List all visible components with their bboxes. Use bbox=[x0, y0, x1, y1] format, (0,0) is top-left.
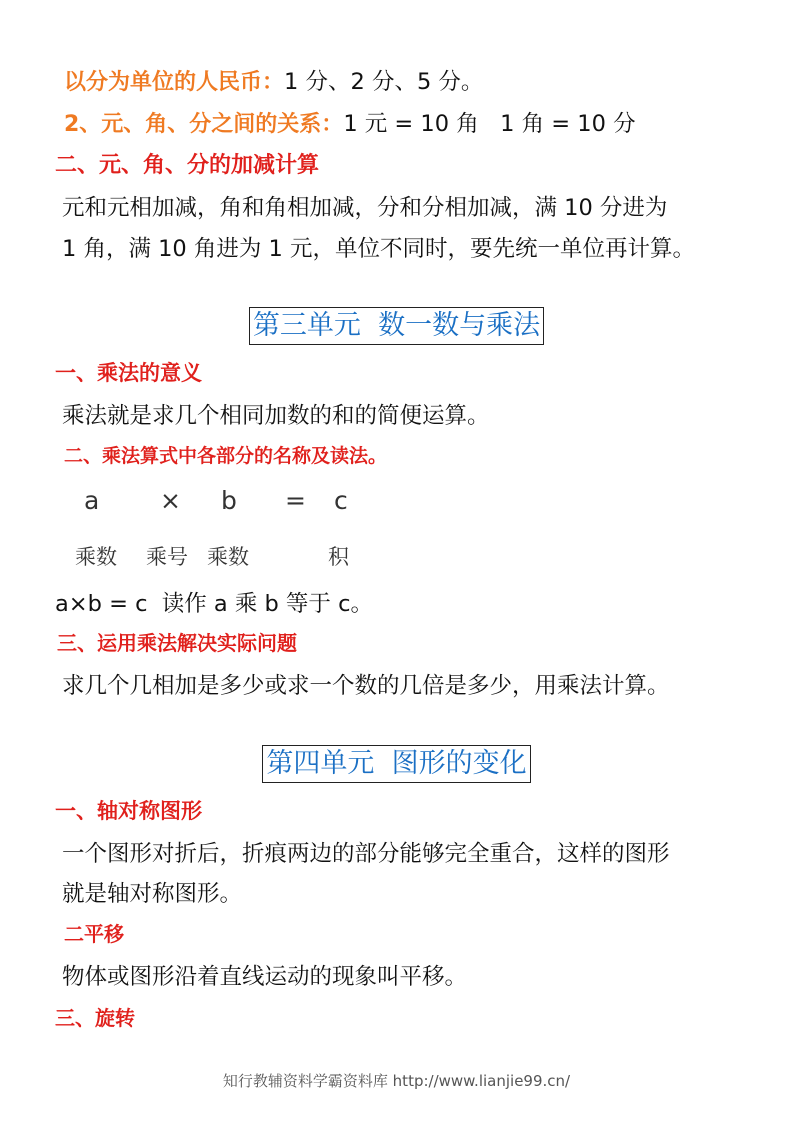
formula-times: × bbox=[160, 486, 181, 515]
meaning-heading: 一、乘法的意义 bbox=[55, 361, 202, 385]
meaning-text: 乘法就是求几个相同加数的和的简便运算。 bbox=[62, 403, 490, 429]
name-factor1: 乘数 bbox=[75, 545, 117, 569]
add-sub-line2: 1 角，满 10 角进为 1 元，单位不同时，要先统一单位再计算。 bbox=[62, 236, 696, 262]
add-sub-heading: 二、元、角、分的加减计算 bbox=[55, 153, 320, 178]
relation-label: 2、元、角、分之间的关系： bbox=[64, 112, 344, 137]
axis-line1: 一个图形对折后，折痕两边的部分能够完全重合，这样的图形 bbox=[62, 841, 670, 867]
name-sign: 乘号 bbox=[146, 545, 188, 569]
formula-b: b bbox=[221, 486, 237, 515]
relation-value: 1 元 = 10 角 1 角 = 10 分 bbox=[343, 111, 636, 137]
name-factor2: 乘数 bbox=[207, 545, 249, 569]
translation-text: 物体或图形沿着直线运动的现象叫平移。 bbox=[62, 964, 468, 990]
apply-heading: 三、运用乘法解决实际问题 bbox=[57, 631, 297, 655]
parts-heading: 二、乘法算式中各部分的名称及读法。 bbox=[64, 445, 388, 467]
formula-c: c bbox=[334, 486, 348, 515]
axis-line2: 就是轴对称图形。 bbox=[62, 881, 243, 907]
reading-text: a×b = c 读作 a 乘 b 等于 c。 bbox=[55, 591, 373, 617]
name-product: 积 bbox=[328, 545, 349, 569]
formula-part-names bbox=[0, 541, 400, 573]
unit4-title-box bbox=[0, 745, 793, 783]
footer-watermark: 知行教辅资料学霸资料库 http://www.lianjie99.cn/ bbox=[222, 1072, 571, 1090]
rotation-heading: 三、旋转 bbox=[55, 1006, 135, 1030]
formula-equals: = bbox=[285, 486, 306, 515]
unit-fen-line bbox=[64, 64, 483, 96]
unit3-title-box bbox=[0, 307, 793, 345]
unit-fen-value: 1 分、2 分、5 分。 bbox=[284, 69, 484, 95]
apply-text: 求几个几相加是多少或求一个数的几倍是多少，用乘法计算。 bbox=[62, 673, 670, 699]
multiplication-formula bbox=[0, 486, 400, 526]
translation-heading: 二平移 bbox=[64, 922, 124, 946]
unit-fen-label: 以分为单位的人民币： bbox=[64, 70, 285, 95]
formula-a: a bbox=[84, 486, 100, 515]
unit3-title: 第三单元 数一数与乘法 bbox=[249, 307, 544, 345]
unit4-title: 第四单元 图形的变化 bbox=[262, 745, 530, 783]
relation-line bbox=[64, 106, 636, 138]
add-sub-line1: 元和元相加减，角和角相加减，分和分相加减，满 10 分进为 bbox=[62, 195, 668, 221]
axis-heading: 一、轴对称图形 bbox=[55, 799, 202, 823]
